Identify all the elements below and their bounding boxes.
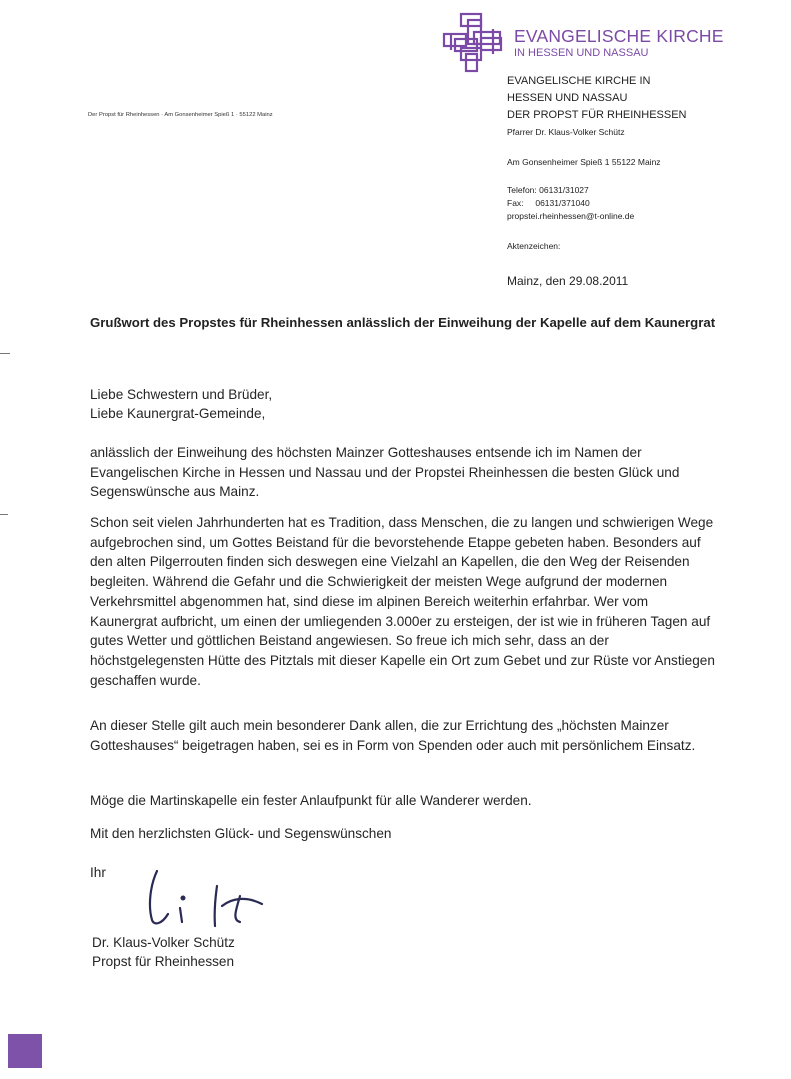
sender-address: Am Gonsenheimer Spieß 1 55122 Mainz	[507, 157, 661, 167]
sender-org-line-2: HESSEN UND NASSAU	[507, 92, 628, 104]
punch-mark	[0, 514, 8, 515]
body-paragraph-1: anlässlich der Einweihung des höchsten Mainzer Gotteshauses entsende ich im Namen der Evangelischen Kirche in Hessen und Nassau und der Propstei Rheinhessen die besten Glück und Segenswünsche aus Mainz.	[90, 445, 680, 500]
sender-org-line-3: DER PROPST FÜR RHEINHESSEN	[507, 109, 687, 121]
reference-label: Aktenzeichen:	[507, 241, 561, 251]
sender-return-line: Der Propst für Rheinhessen · Am Gonsenheimer Spieß 1 · 55122 Mainz	[88, 112, 273, 118]
letter-date: Mainz, den 29.08.2011	[507, 274, 629, 288]
salutation-line-1: Liebe Schwestern und Brüder,	[90, 387, 273, 402]
body-paragraph-3: An dieser Stelle gilt auch mein besonderer Dank allen, die zur Errichtung des „höchsten Mainzer Gotteshauses“ beigetragen haben, sei es in Form von Spenden oder auch mit persönlichem Einsatz.	[90, 718, 696, 753]
body-paragraph-2: Schon seit vielen Jahrhunderten hat es Tradition, dass Menschen, die zu langen und schwierigen Wege aufgebrochen sind, um Gottes Beistand für die bevorstehende Etappe gebeten haben. Besonders auf den alten Pilgerrouten finden sich deswegen eine Vielzahl an Kapellen, die den Weg der Reisenden begleiten. Während die Gefahr und die Schwierigkeit der meisten Wege aufgrund der modernen Verkehrsmittel abgenommen hat, sind diese im alpinen Bereich weiterhin erfahrbar. Wer vom Kaunergrat aufbricht, um einen der umliegenden 3.000er zu ersteigen, der ist wie in früheren Tagen auf gutes Wetter und göttlichen Beistand angewiesen. So freue ich mich sehr, dass an der höchstgelegensten Hütte des Pitztals mit dieser Kapelle ein Ort zum Gebet und zur Rüste vor Anstiegen geschaffen wurde.	[90, 515, 715, 688]
signatory-title: Propst für Rheinhessen	[92, 954, 235, 969]
org-name-primary: EVANGELISCHE KIRCHE	[514, 26, 724, 46]
sender-org-line-1: EVANGELISCHE KIRCHE IN	[507, 75, 651, 87]
org-name-secondary: IN HESSEN UND NASSAU	[514, 47, 649, 59]
sender-fax: Fax: 06131/371040	[507, 198, 590, 208]
closing-line: Mit den herzlichsten Glück- und Segenswünschen	[90, 826, 392, 841]
closing-word: Ihr	[90, 865, 106, 880]
corner-brand-square	[8, 1034, 42, 1068]
sender-email: propstei.rheinhessen@t-online.de	[507, 211, 635, 221]
sender-phone: Telefon: 06131/31027	[507, 185, 589, 195]
salutation-line-2: Liebe Kaunergrat-Gemeinde,	[90, 406, 266, 421]
fold-mark-top	[0, 353, 10, 354]
sender-person: Pfarrer Dr. Klaus-Volker Schütz	[507, 127, 625, 137]
church-cross-logo	[441, 12, 505, 74]
letter-subject: Grußwort des Propstes für Rheinhessen anlässlich der Einweihung der Kapelle auf dem Kaunergrat	[90, 315, 716, 330]
body-paragraph-4: Möge die Martinskapelle ein fester Anlaufpunkt für alle Wanderer werden.	[90, 793, 532, 808]
signatory-name: Dr. Klaus-Volker Schütz	[92, 935, 235, 950]
handwritten-signature	[140, 864, 270, 936]
